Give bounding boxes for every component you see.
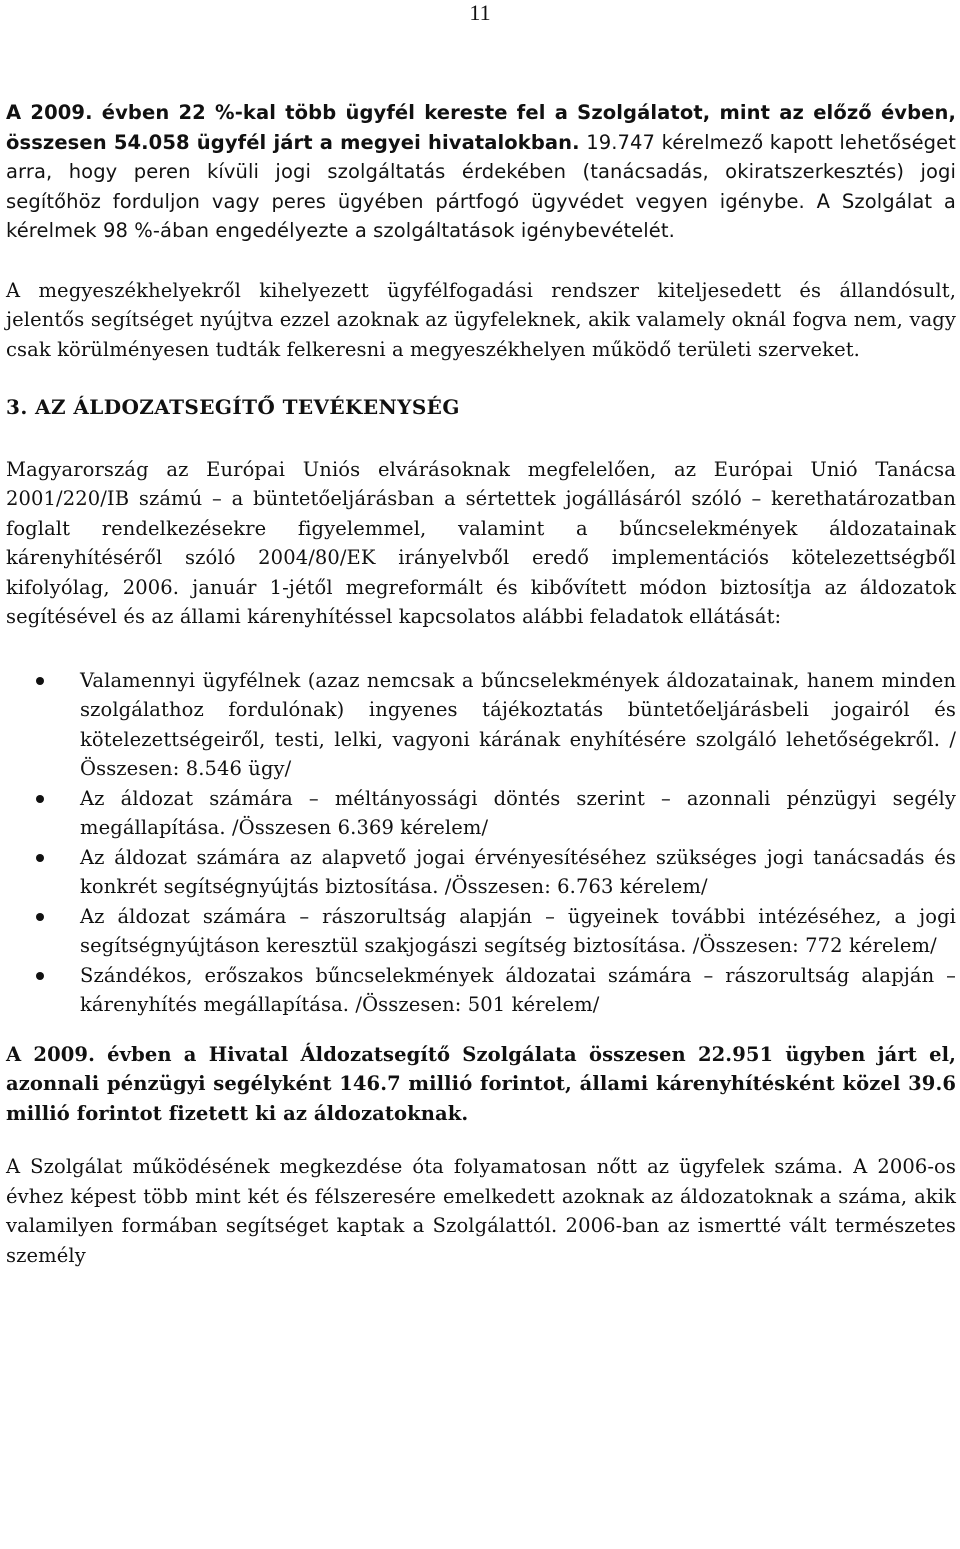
- list-item: [6, 666, 956, 784]
- intro-bold-text: A 2009. évben 22 %-kal több ügyfél kereste fel a Szolgálatot, mint az előző évben, összesen 54.058 ügyfél járt a megyei hivatalokban.: [6, 101, 956, 154]
- list-item-text: Az áldozat számára – rászorultság alapján – ügyeinek további intézéséhez, a jogi segítségnyújtáson keresztül szakjogászi segítség biztosítása. /Összesen: 772 kérelem/: [80, 904, 956, 957]
- list-item-text: Az áldozat számára – méltányossági döntés szerint – azonnali pénzügyi segély megállapítása. /Összesen 6.369 kérelem/: [80, 786, 956, 839]
- growth-paragraph: A Szolgálat működésének megkezdése óta folyamatosan nőtt az ügyfelek száma. A 2006-os évhez képest több mint két és félszeresére emelkedett azoknak az áldozatoknak a száma, akik valamilyen formában segítséget kaptak a Szolgálattól. 2006-ban az ismertté vált természetes személy: [6, 1155, 956, 1267]
- section-intro-paragraph: Magyarország az Európai Uniós elvárásoknak megfelelően, az Európai Unió Tanácsa 2001/220/IB számú – a büntetőeljárásban a sértettek jogállásáról szóló – kerethatározatban foglalt rendelkezésekre figyelemmel, valamint a bűncselekmények áldozatainak kárenyhítéséről szóló 2004/80/EK irányelvből eredő implementációs kötelezettségből kifolyólag, 2006. január 1-jétől megreformált és kibővített módon biztosítja az áldozatok segítésével és az állami kárenyhítéssel kapcsolatos alábbi feladatok ellátását:: [6, 457, 956, 628]
- summary-paragraph: A 2009. évben a Hivatal Áldozatsegítő Szolgálata összesen 22.951 ügyben járt el, azonnali pénzügyi segélyként 146.7 millió forintot, állami kárenyhítésként közel 39.6 millió forintot fizetett ki az áldozatoknak.: [6, 1042, 956, 1125]
- list-item-text: Valamennyi ügyfélnek (azaz nemcsak a bűncselekmények áldozatainak, hanem minden szolgálathoz fordulónak) ingyenes tájékoztatás büntetőeljárásbeli jogairól és kötelezettségeiről, testi, lelki, vagyoni kárának enyhítésére szolgáló lehetőségekről. /Összesen: 8.546 ügy/: [80, 668, 956, 780]
- intro-normal-text: 19.747 kérelmező kapott lehetőséget arra, hogy peren kívüli jogi szolgáltatás érdekében (tanácsadás, okiratszerkesztés) jogi segítőhöz forduljon vagy peres ügyében pártfogó ügyvédet vegyen igénybe. A Szolgálat a kérelmek 98 %-ában engedélyezte a szolgáltatások igénybevételét.: [6, 130, 957, 242]
- list-item-text: Az áldozat számára az alapvető jogai érvényesítéséhez szükséges jogi tanácsadás és konkrét segítségnyújtás biztosítása. /Összesen: 6.763 kérelem/: [80, 845, 956, 898]
- list-item-text: Szándékos, erőszakos bűncselekmények áldozatai számára – rászorultság alapján – kárenyhítés megállapítása. /Összesen: 501 kérelem/: [80, 963, 956, 1016]
- list-item: [6, 784, 956, 843]
- list-item: [6, 902, 956, 961]
- intro-paragraph: [6, 98, 956, 246]
- section-heading: 3. AZ ÁLDOZATSEGÍTŐ TEVÉKENYSÉG: [6, 395, 460, 419]
- bullet-icon: [36, 677, 44, 685]
- bullet-icon: [36, 854, 44, 862]
- services-list: [6, 666, 956, 1020]
- list-item: [6, 961, 956, 1020]
- page-content: [6, 98, 956, 1270]
- offices-paragraph: A megyeszékhelyekről kihelyezett ügyfélfogadási rendszer kiteljesedett és állandósult, jelentős segítséget nyújtva ezzel azoknak az ügyfeleknek, akik valamely oknál fogva nem, vagy csak körülményesen tudták felkeresni a megyeszékhelyen működő területi szerveket.: [6, 278, 956, 361]
- bullet-icon: [36, 972, 44, 980]
- bullet-icon: [36, 795, 44, 803]
- bullet-icon: [36, 913, 44, 921]
- page-number: 11: [469, 0, 491, 25]
- list-item: [6, 843, 956, 902]
